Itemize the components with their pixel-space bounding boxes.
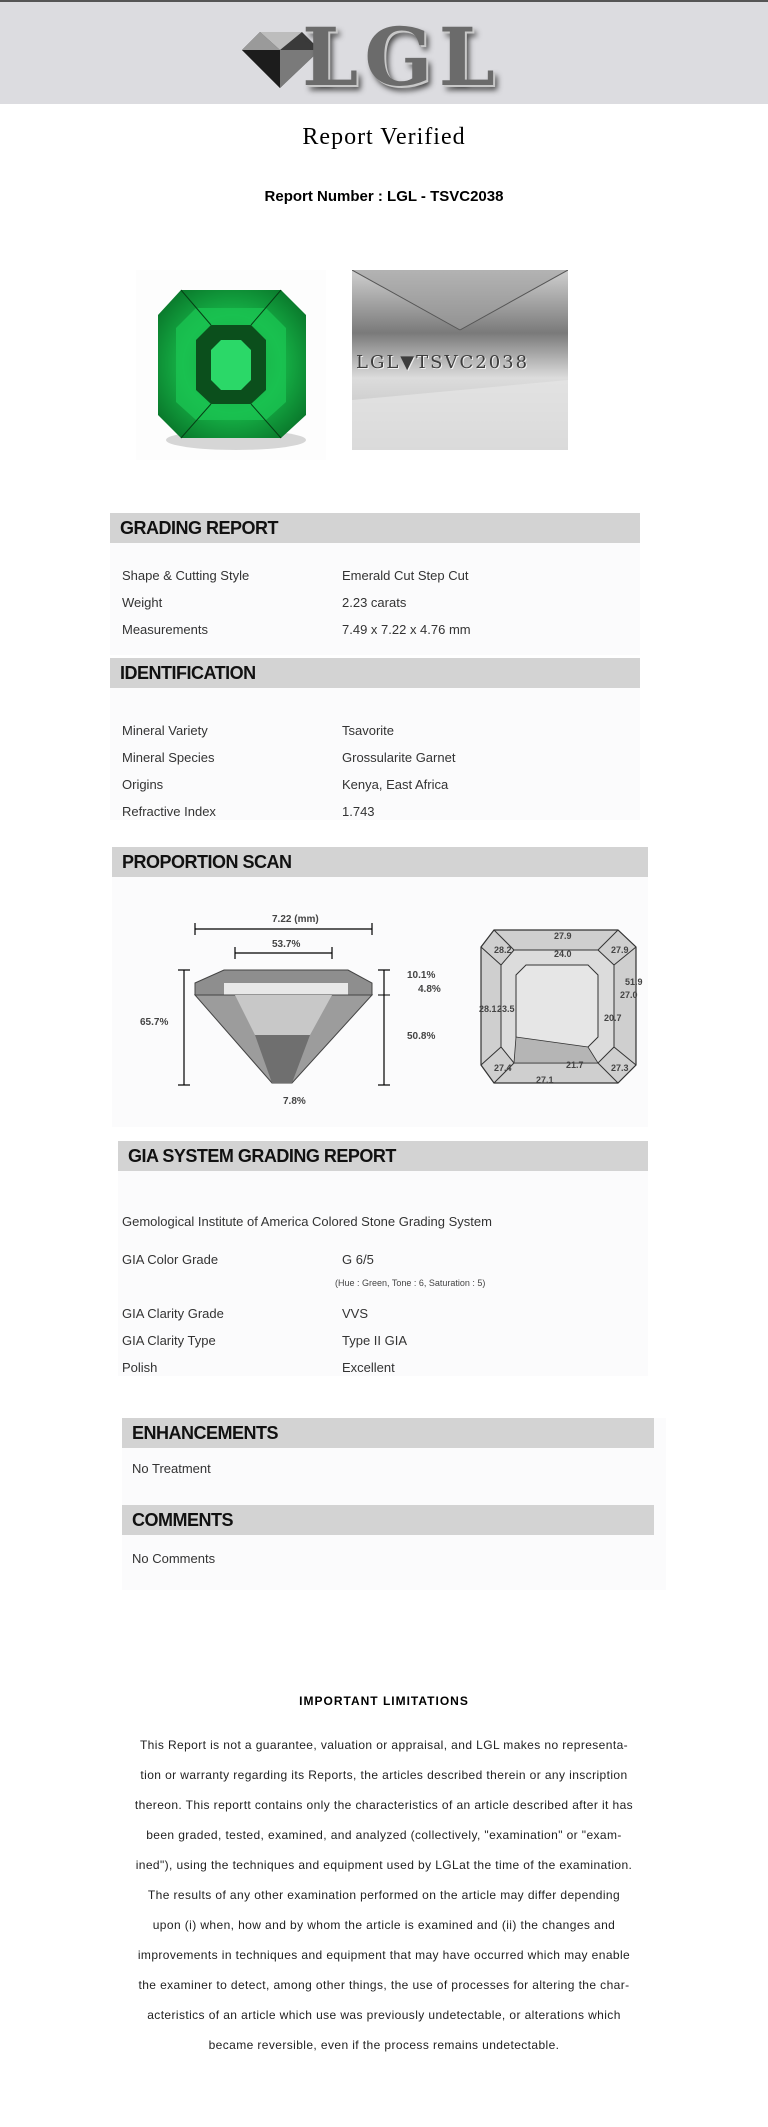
limitations-line: The results of any other examination performed on the article may differ depending: [147, 1888, 621, 1902]
top-label-v11: 27.4: [494, 1063, 512, 1073]
limitations-line: became reversible, even if the process remains undetectable.: [208, 2038, 560, 2052]
ident-label-origins: Origins: [122, 777, 164, 792]
top-label-v7: 28.1: [479, 1004, 497, 1014]
side-crown-label: 10.1%: [407, 970, 436, 981]
gia-type-value: Type II GIA: [342, 1333, 408, 1348]
inscription-text: LGL▼TSVC2038: [356, 352, 530, 373]
grading-report-heading: GRADING REPORT: [110, 513, 640, 543]
grading-label-measurements: Measurements: [122, 622, 208, 637]
top-label-v9: 20.7: [604, 1013, 622, 1023]
logo-text: LGL: [302, 10, 501, 104]
gia-color-label: GIA Color Grade: [122, 1252, 219, 1267]
grading-label-weight: Weight: [122, 595, 163, 610]
gia-heading: GIA SYSTEM GRADING REPORT: [118, 1141, 648, 1171]
emerald-gem-icon: [136, 270, 326, 460]
gia-color-value: G 6/5: [342, 1252, 374, 1267]
side-pavilion-label: 50.8%: [407, 1031, 436, 1042]
gia-polish-value: Excellent: [342, 1360, 395, 1375]
top-label-v1: 27.9: [554, 931, 572, 941]
top-label-v2: 28.2: [494, 945, 512, 955]
limitations-line: ined"), using the techniques and equipment used by LGLat the time of the examination.: [135, 1858, 633, 1872]
grading-value-measurements: 7.49 x 7.22 x 4.76 mm: [342, 622, 471, 637]
limitations-line: tion or warranty regarding its Reports, the articles described therein or any inscription: [140, 1768, 628, 1782]
gia-polish-label: Polish: [122, 1360, 158, 1375]
ident-label-variety: Mineral Variety: [122, 723, 208, 738]
ident-value-variety: Tsavorite: [342, 723, 395, 738]
limitations-heading: IMPORTANT LIMITATIONS: [299, 1694, 469, 1708]
ident-label-species: Mineral Species: [122, 750, 215, 765]
top-label-v5: 51.9: [625, 977, 643, 987]
top-label-v10: 21.7: [566, 1060, 584, 1070]
top-label-v8: 23.5: [497, 1004, 515, 1014]
limitations-line: the examiner to detect, among other things, the use of processes for altering the char-: [138, 1978, 630, 1992]
side-girdle-label: 4.8%: [418, 984, 441, 995]
top-label-v4: 24.0: [554, 949, 572, 959]
gia-color-note: (Hue : Green, Tone : 6, Saturation : 5): [335, 1278, 486, 1288]
limitations-line: improvements in techniques and equipment that may have occurred which may enable: [137, 1948, 631, 1962]
enhancements-text: No Treatment: [132, 1461, 211, 1476]
inscription-photo: [352, 270, 568, 450]
side-profile-diagram: [120, 905, 460, 1115]
ident-value-species: Grossularite Garnet: [342, 750, 456, 765]
top-label-v13: 27.1: [536, 1075, 554, 1085]
top-label-v12: 27.3: [611, 1063, 629, 1073]
report-number: Report Number : LGL - TSVC2038: [264, 188, 504, 205]
side-width-label: 7.22 (mm): [272, 914, 319, 925]
side-total-label: 65.7%: [140, 1017, 169, 1028]
ident-label-ri: Refractive Index: [122, 804, 216, 819]
grading-value-shape: Emerald Cut Step Cut: [342, 568, 469, 583]
limitations-line: been graded, tested, examined, and analyzed (collectively, "examination" or "exam-: [146, 1828, 622, 1842]
limitations-line: upon (i) when, how and by whom the article is examined and (ii) the changes and: [152, 1918, 616, 1932]
gia-type-label: GIA Clarity Type: [122, 1333, 216, 1348]
top-label-v3: 27.9: [611, 945, 629, 955]
proportion-scan-heading: PROPORTION SCAN: [112, 847, 648, 877]
page-title: Report Verified: [302, 124, 466, 150]
gemstone-photo: [136, 270, 326, 460]
ident-value-origins: Kenya, East Africa: [342, 777, 449, 792]
gia-clarity-value: VVS: [342, 1306, 369, 1321]
limitations-line: This Report is not a guarantee, valuation or appraisal, and LGL makes no representa-: [139, 1738, 629, 1752]
gia-clarity-label: GIA Clarity Grade: [122, 1306, 224, 1321]
grading-label-shape: Shape & Cutting Style: [122, 568, 250, 583]
ident-value-ri: 1.743: [342, 804, 375, 819]
lgl-logo: [232, 10, 501, 104]
limitations-line: thereon. This reportt contains only the characteristics of an article described after it has: [134, 1798, 634, 1812]
top-label-v6: 27.0: [620, 990, 638, 1000]
grading-value-weight: 2.23 carats: [342, 595, 407, 610]
limitations-line: acteristics of an article which use was previously undetectable, or alterations which: [147, 2008, 621, 2022]
side-table-label: 53.7%: [272, 939, 301, 950]
comments-heading: COMMENTS: [122, 1505, 654, 1535]
comments-text: No Comments: [132, 1551, 216, 1566]
identification-heading: IDENTIFICATION: [110, 658, 640, 688]
enhancements-heading: ENHANCEMENTS: [122, 1418, 654, 1448]
header-banner: [0, 0, 768, 104]
side-culet-label: 7.8%: [283, 1096, 306, 1107]
gia-system-text: Gemological Institute of America Colored Stone Grading System: [122, 1214, 492, 1229]
